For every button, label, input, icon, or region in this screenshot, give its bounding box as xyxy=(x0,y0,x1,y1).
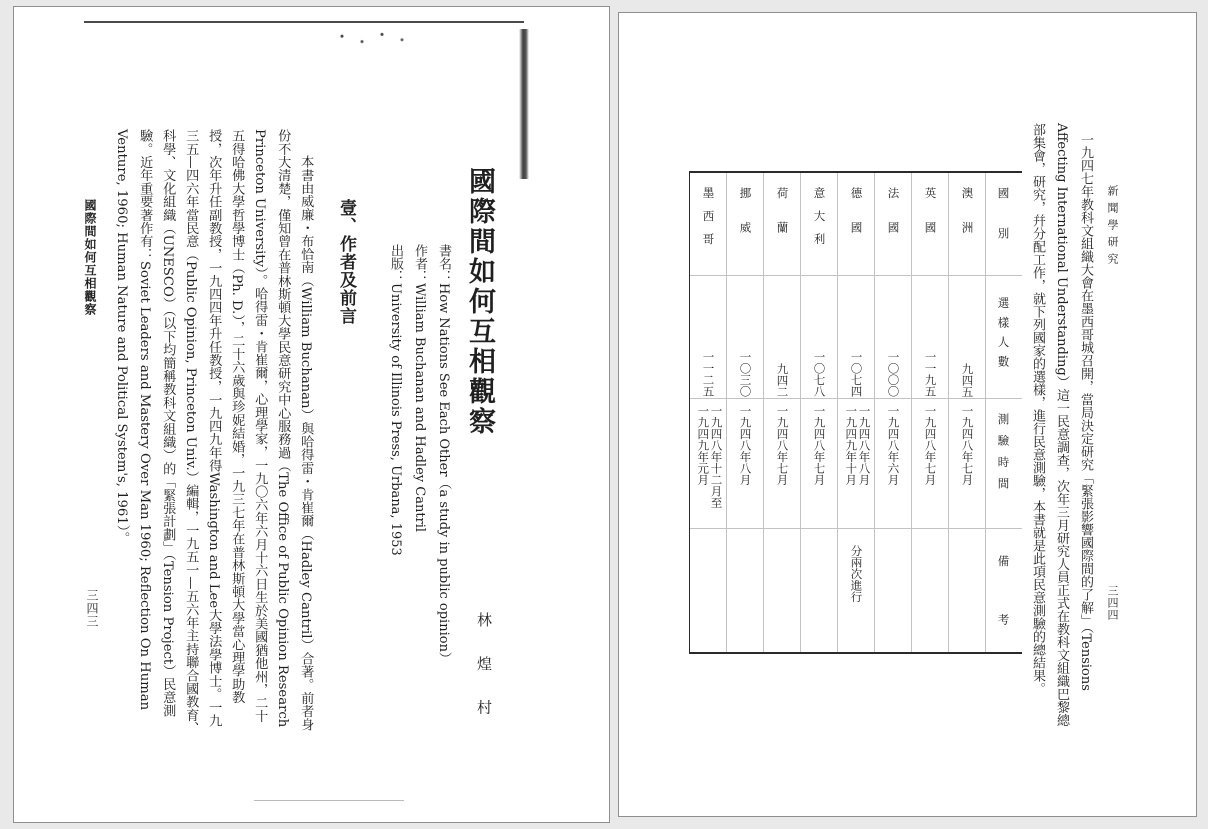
table-row xyxy=(837,173,874,652)
body-line-2: 份不大清楚，僅知曾在普林斯頓大學民意研究中心服務過（The Office of Public Opinion Research xyxy=(275,129,291,728)
body-line-3: Princeton University）。哈得雷・肯崔爾，心理學家，一九〇六年六月十六日生於美國猶他州，二十 xyxy=(252,129,268,723)
cell-sample: 九四二 xyxy=(775,363,790,398)
cell-sample: 一〇〇〇 xyxy=(886,351,901,397)
article-title: 國際間如何互相觀察 xyxy=(464,167,495,437)
cell-country: 澳 洲 xyxy=(960,187,975,233)
cell-sample: 一一九五 xyxy=(923,351,938,397)
cell-sample: 一一二五 xyxy=(701,351,716,397)
cell-time: 一九四八年六月 xyxy=(886,405,901,486)
cell-note: 分兩次進行 xyxy=(849,545,864,603)
header-sample: 選樣人數 xyxy=(996,297,1011,375)
body-line-7: 科學、文化組織（UNESCO）（以下均簡稱教科文組織）的「緊張計劃」（Tension Project）民意測 xyxy=(160,129,176,717)
cell-country: 德 國 xyxy=(849,187,864,233)
sample-table xyxy=(689,171,1022,654)
table-row xyxy=(800,173,837,652)
intro-line-2: Affecting International Understanding）這一民意調查，次年三月研究人員正式在教科文組織巴黎總 xyxy=(1054,123,1069,727)
book-name: 書名：How Nations See Each Other（a study in public opinion） xyxy=(436,244,451,665)
scan-specks xyxy=(334,29,414,47)
journal-header: 新聞學研究 xyxy=(1106,185,1119,270)
page-number-left: 三四三 xyxy=(85,589,99,628)
table-row xyxy=(874,173,911,652)
cell-time: 一九四八年七月 xyxy=(923,405,938,486)
cell-sample: 一〇七四 xyxy=(849,351,864,397)
section-heading: 壹、作者及前言 xyxy=(336,199,356,325)
book-authors: 作者：William Buchanan and Hadley Cantril xyxy=(412,244,427,533)
book-publisher: 出版：University of Illinois Press, Urbana, 1953 xyxy=(388,244,403,556)
table-row xyxy=(763,173,800,652)
body-line-5: 授，次年升任副教授，一九四四年升任教授，一九四九年得Washington and Lee大學法學博士。一九 xyxy=(206,129,222,727)
right-page xyxy=(618,12,1197,817)
body-line-8: 驗。近年重要著作有：Soviet Leaders and Mastery Over Man 1960; Reflection On Human xyxy=(137,129,153,711)
table-row xyxy=(948,173,985,652)
body-line-4: 五得哈佛大學哲學博士（Ph. D.），二十六歲與珍妮結婚，一九三七年在普林斯頓大學當心理學助教 xyxy=(229,129,245,704)
cell-country: 荷 蘭 xyxy=(775,187,790,233)
cell-time: 一九四八年七月 xyxy=(775,405,790,486)
body-line-1: 本書由威廉・布恰南（William Buchanan）與哈得雷・肯崔爾（Hadley Cantril）合著。前者身 xyxy=(298,155,314,731)
cell-country: 英 國 xyxy=(923,187,938,233)
cell-time: 一九四八年七月 xyxy=(960,405,975,486)
cell-time: 一九四八年十二月至 一九四九年元月 xyxy=(696,405,724,509)
table-row xyxy=(689,173,726,652)
scan-smudge xyxy=(254,800,404,801)
header-time: 測驗時間 xyxy=(996,413,1011,499)
binding-shadow xyxy=(519,29,529,179)
cell-country: 挪 威 xyxy=(738,187,753,233)
cell-country: 意 大 利 xyxy=(812,187,827,245)
body-line-9: Venture, 1960; Human Nature and Political System's, 1961）。 xyxy=(114,129,130,545)
table-header-column xyxy=(985,173,1022,652)
article-author: 林 煌 村 xyxy=(475,612,493,727)
cell-country: 墨 西 哥 xyxy=(701,187,716,245)
cell-time: 一九四八年八月 一九四九年十月 xyxy=(844,405,872,486)
intro-line-3: 部集會，研究，幷分配工作，就下列國家的選樣，進行民意測驗，本書就是此項民意測驗的總結果。 xyxy=(1030,123,1045,695)
cell-country: 法 國 xyxy=(886,187,901,233)
intro-line-1: 一九四七年教科文組織大會在墨西哥城召開，當局決定研究「緊張影響國際間的了解」（Tensions xyxy=(1078,133,1093,691)
body-line-6: 三五—四六年當民意（Public Opinion, Princeton Univ.）編輯，一九五一—五六年主持聯合國教育、 xyxy=(183,129,199,735)
header-note: 備 考 xyxy=(996,555,1011,633)
header-country: 國 別 xyxy=(996,187,1011,241)
top-rule xyxy=(84,21,524,23)
table-row xyxy=(911,173,948,652)
cell-time: 一九四八年七月 xyxy=(812,405,827,486)
cell-sample: 一〇七八 xyxy=(812,351,827,397)
left-page xyxy=(13,6,610,823)
cell-sample: 一〇三〇 xyxy=(738,351,753,397)
table-row xyxy=(726,173,763,652)
cell-sample: 九四五 xyxy=(960,363,975,398)
cell-time: 一九四八年八月 xyxy=(738,405,753,486)
page-number-right: 三四四 xyxy=(1106,585,1119,621)
running-footer: 國際間如何互相觀察 xyxy=(83,199,97,316)
